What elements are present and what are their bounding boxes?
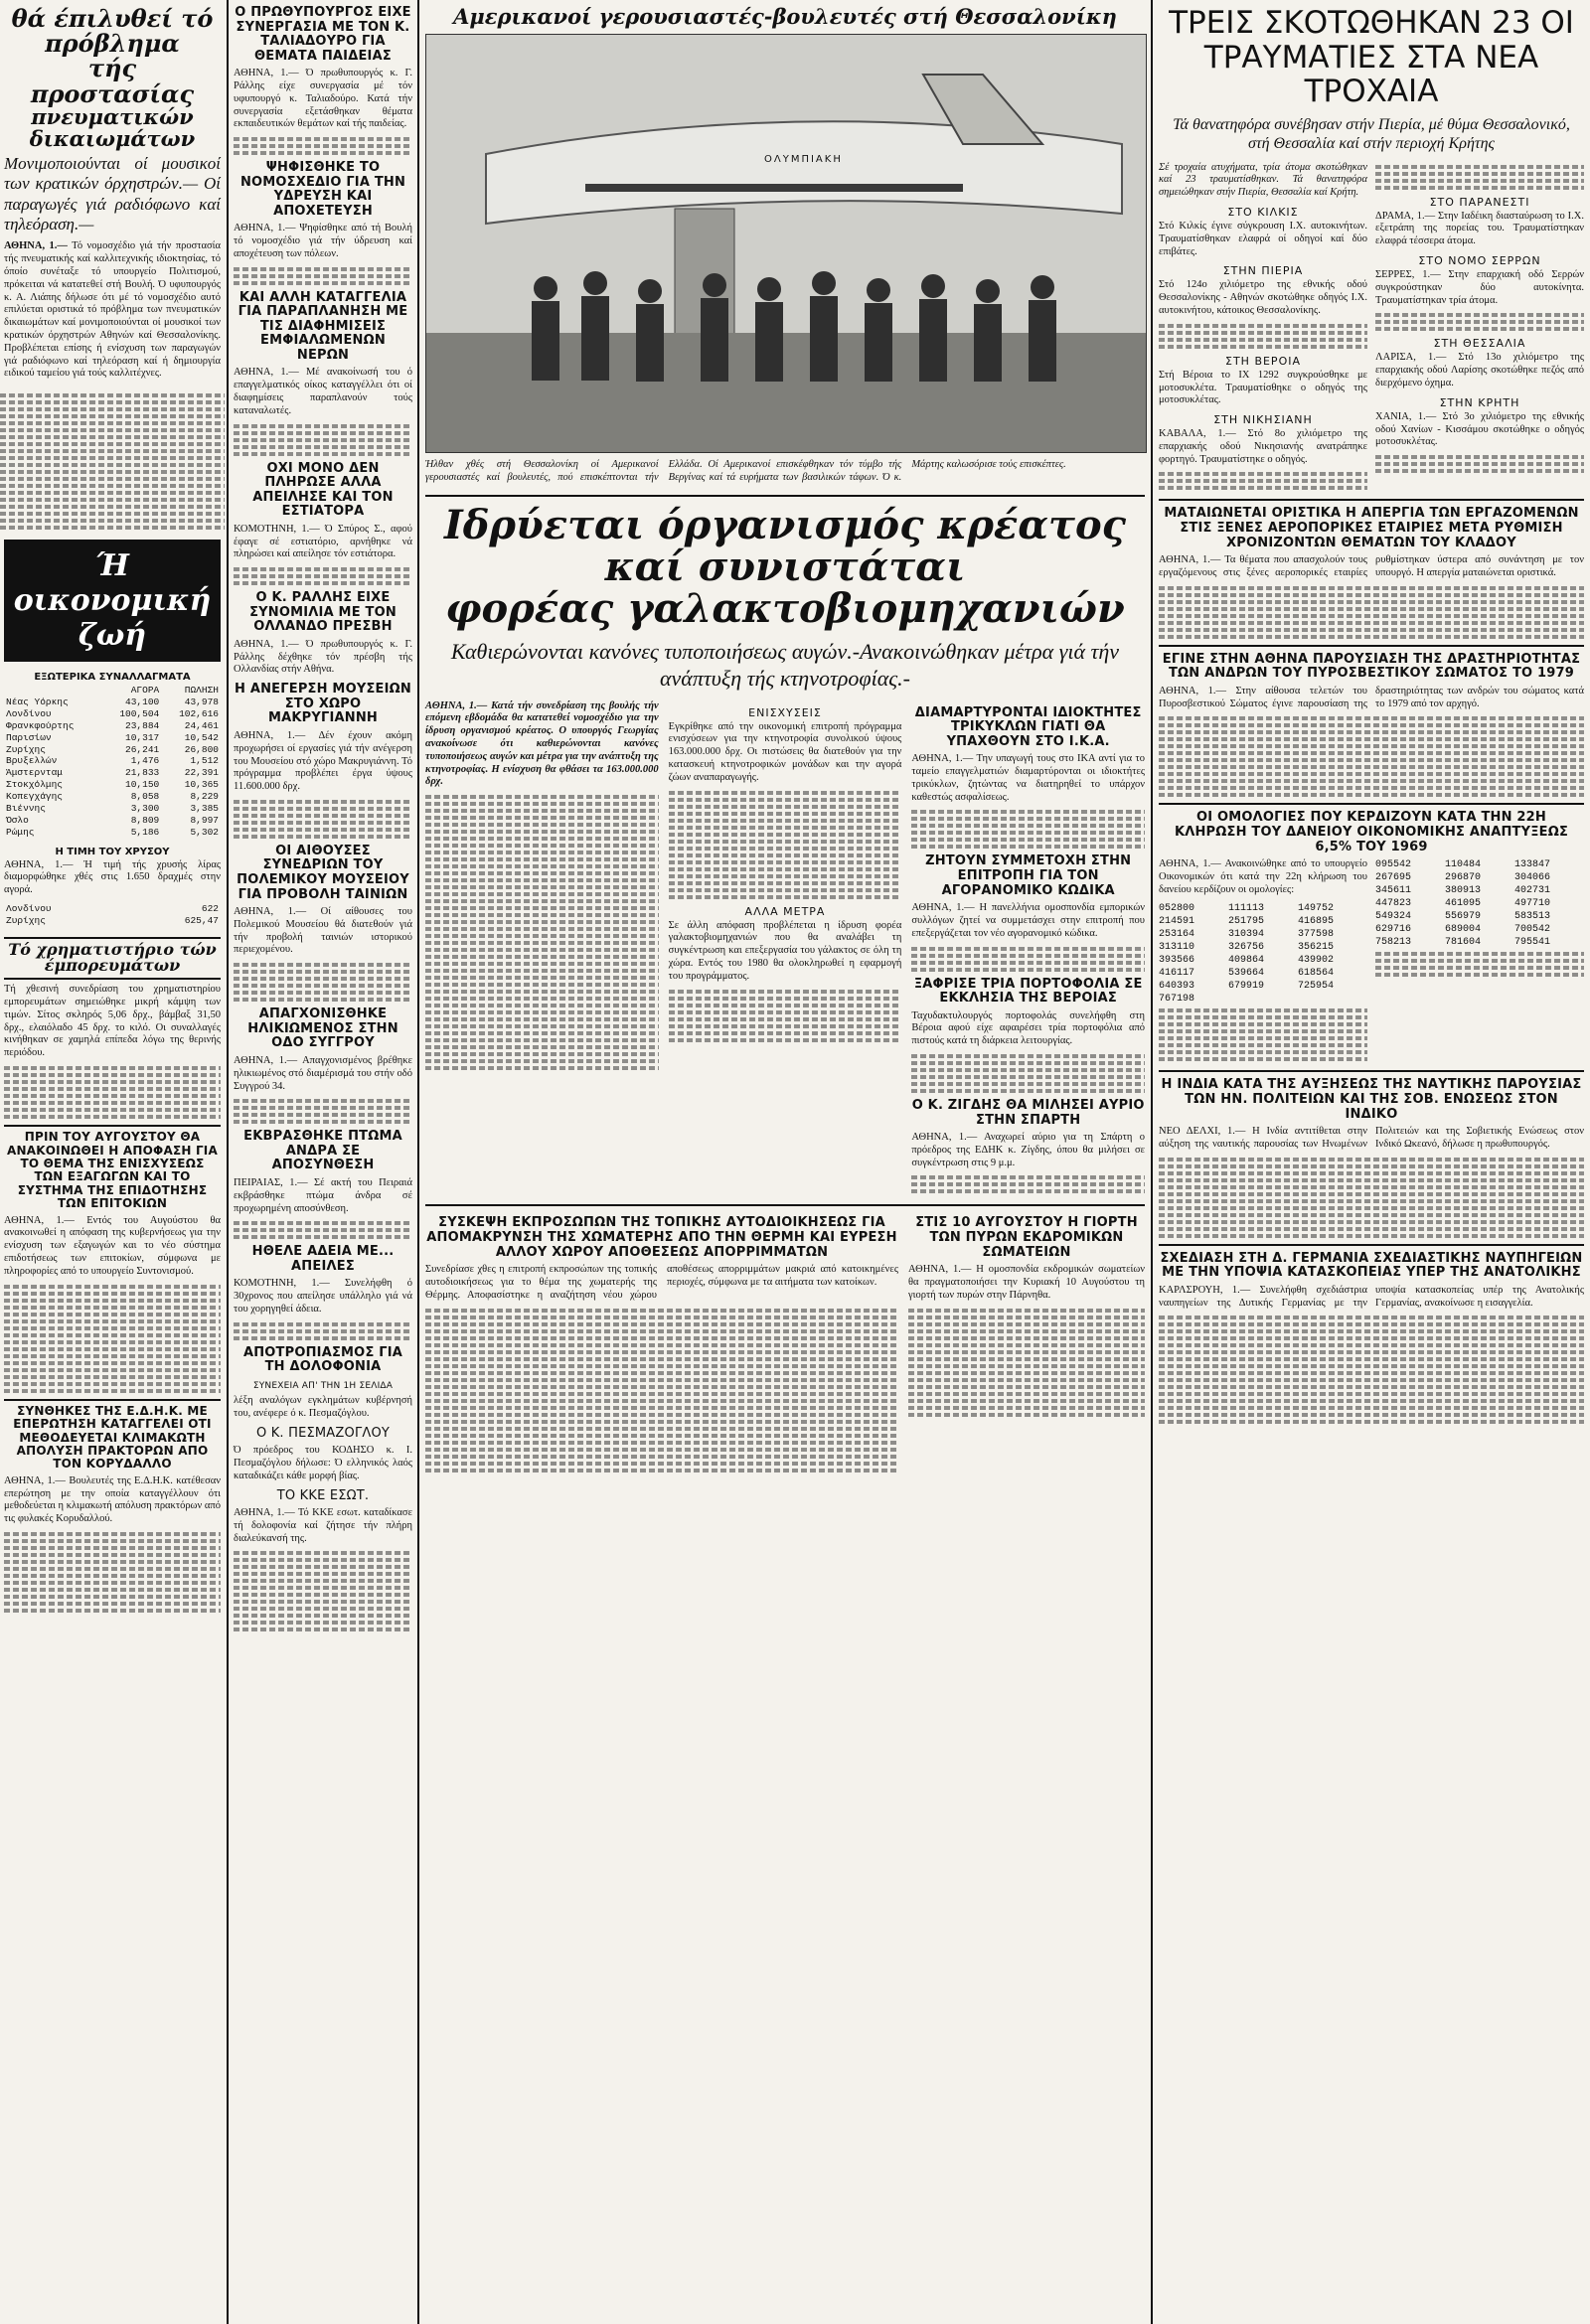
list-item: 700542: [1514, 924, 1551, 936]
fx-sell: 10,365: [184, 779, 219, 791]
table-row: [4, 815, 221, 827]
fx-sell: 22,391: [184, 767, 219, 779]
main-headline-line-3: φορέας γαλακτοβιομηχανιών: [445, 584, 1125, 632]
place-3-title: ΣΤΗ ΒΕΡΟΙΑ: [1225, 354, 1301, 368]
gold-name: Ζυρίχης: [6, 914, 46, 926]
main-deck: Καθιερώνονται κανόνες τυποποιήσεως αυγών.-Ανακοινώθηκαν μέτρα γιά τήν ανάπτυξη τής κτηνοτροφίας.-: [450, 638, 1120, 692]
fx-name: Φρανκφούρτης: [6, 719, 75, 731]
col2-h12: Ο Κ. ΠΕΣΜΑΖΟΓΛΟΥ: [255, 1425, 391, 1441]
table-row: [4, 767, 221, 779]
main-headline-line-1: Ιδρύεται όργανισμός κρέατος: [444, 501, 1126, 548]
table-row: [4, 915, 221, 927]
list-item: 767198: [1159, 994, 1195, 1006]
list-item: 304066: [1514, 872, 1551, 884]
list-item: 111113: [1228, 903, 1265, 915]
exports-body: ΑΘΗΝΑ, 1.— Εντός του Αυγούστου θα ανακοινωθεί η απόφαση της κυβερνήσεως για την ενίσχυση των εξαγωγών και το νέο σύστημα επιδοτήσεως των επιτοκίων, σύμφωνα με πληροφορίες από το υπουργείο Συντονισμού.: [4, 1214, 221, 1277]
col2-b9: ΠΕΙΡΑΙΑΣ, 1.— Σέ ακτή του Πειραιά εκβράσθηκε πτώμα άνδρα σέ προχωρημένη αποσύνθεση.: [234, 1176, 412, 1214]
list-item: 393566: [1159, 955, 1195, 967]
fx-buy: 5,186: [130, 826, 160, 838]
side5-headline: ΣΤΙΣ 10 ΑΥΓΟΥΣΤΟΥ Η ΓΙΟΡΤΗ ΤΩΝ ΠΥΡΩΝ ΕΚΔΡΟΜΙΚΩΝ ΣΩΜΑΤΕΙΩΝ: [915, 1215, 1138, 1260]
col2-h11: ΑΠΟΤΡΟΠΙΑΣΜΟΣ ΓΙΑ ΤΗ ΔΟΛΟΦΟΝΙΑ: [242, 1344, 403, 1375]
sub-enisxyseis-body: Εγκρίθηκε από την οικονομική επιτροπή πρόγραμμα ενισχύσεων για την κτηνοτροφία συνολικού ύψους 163.000.000 δρχ. Οι πιστώσεις θα διατεθούν για την κατασκευή κτηνοτροφικών μονάδων και την αγορά ζώων αναπαραγωγής.: [668, 720, 902, 783]
place-6-text: ΣΕΡΡΕΣ, 1.— Στην επαρχιακή οδό Σερρών συγκρούστηκαν δύο αυτοκίνητα. Τραυματίστηκαν τρία άτομα.: [1375, 268, 1584, 306]
list-item: 725954: [1298, 981, 1335, 993]
list-item: 549324: [1375, 911, 1412, 923]
bourse-title: Τό χρηματιστήριο τών έμπορευμάτων: [4, 937, 221, 981]
fx-buy: 43,100: [125, 697, 160, 708]
bourse-body: Τή χθεσινή συνεδρίαση του χρηματιστηρίου εμπορευμάτων σημειώθηκε μικρή κάμψη των τιμών. Σίτος σκληρός 5,06 δρχ., βάμβαξ 31,50 δρχ., ελαιόλαδο 45 δρχ. το κιλό. Οι συναλλαγές κινήθηκαν σε χαμηλά επίπεδα λόγω της θερινής περιόδου.: [4, 984, 221, 1059]
side2-headline: ΖΗΤΟΥΝ ΣΥΜΜΕΤΟΧΗ ΣΤΗΝ ΕΠΙΤΡΟΠΗ ΓΙΑ ΤΟΝ ΑΓΟΡΑΝΟΜΙΚΟ ΚΩΔΙΚΑ: [925, 853, 1132, 898]
place-4-title: ΣΤΗ ΝΙΚΗΣΙΑΝΗ: [1213, 413, 1313, 427]
strike-body: ΑΘΗΝΑ, 1.— Τα θέματα που απασχολούν τους εργαζόμενους στις ξένες αεροπορικές εταιρίες ρυθμίστηκαν ύστερα από συνάντηση με τον υπουργό. Η απεργία ματαιώνεται οριστικά.: [1159, 554, 1584, 578]
col2-b7: ΑΘΗΝΑ, 1.— Οί αίθουσες του Πολεμικού Μουσείου θά διατεθούν γιά τήν προβολή ταινιών ιστορικού περιεχομένου.: [234, 906, 412, 956]
sub-enisxyseis: ΕΝΙΣΧΥΣΕΙΣ: [748, 705, 822, 719]
list-item: 326756: [1228, 942, 1265, 954]
list-item: 110484: [1445, 859, 1482, 871]
fx-name: Βιέννης: [6, 802, 46, 814]
side4-body: ΑΘΗΝΑ, 1.— Αναχωρεί αύριο για τη Σπάρτη ο πρόεδρος της ΕΔΗΚ κ. Ζίγδης, όπου θα μιλήσει σε συγκέντρωση στις 9 μ.μ.: [911, 1132, 1146, 1168]
col2-b1: ΑΘΗΝΑ, 1.— Ό πρωθυπουργός κ. Γ. Ράλλης είχε συνεργασία μέ τόν υφυπουργό κ. Ταλιαδούρο. Κατά τήν συνεργασία εξετάσθηκαν θέματα εκπαιδευτικών θεμάτων καί τής παιδείας.: [234, 68, 412, 130]
list-item: 251795: [1228, 916, 1265, 928]
list-item: 629716: [1375, 924, 1412, 936]
fx-name: Ζυρίχης: [6, 743, 46, 755]
list-item: 310394: [1228, 929, 1265, 941]
list-item: 345611: [1375, 885, 1412, 897]
col2-h9: ΕΚΒΡΑΣΘΗΚΕ ΠΤΩΜΑ ΑΝΔΡΑ ΣΕ ΑΠΟΣΥΝΘΕΣΗ: [243, 1129, 402, 1173]
fx-sell: 8,229: [190, 791, 219, 803]
fire-body: ΑΘΗΝΑ, 1.— Στην αίθουσα τελετών του Πυροσβεστικού Σώματος έγινε παρουσίαση της δραστηριότητας των ανδρών του σώματος κατά το 1979 από τον αρχηγό.: [1159, 685, 1584, 709]
col2-h11-sub: ΣΥΝΕΧΕΙΑ ΑΠ' ΤΗΝ 1Η ΣΕΛΙΔΑ: [252, 1380, 394, 1391]
column-3: [421, 0, 1149, 2324]
col2-b2: ΑΘΗΝΑ, 1.— Ψηφίσθηκε από τή Βουλή τό νομοσχέδιο γιά τήν ύδρευση καί αποχέτευση των πόλεων.: [234, 223, 412, 259]
fx-name: Όσλο: [6, 814, 29, 826]
prison-body: ΑΘΗΝΑ, 1.— Βουλευτές της Ε.Δ.Η.Κ. κατέθεσαν επερώτηση με την οποία καταγγέλλουν ότι μεθοδεύεται η κλιμακωτή απόλυση πρακτόρων από τις φυλακές Κορυδαλλού.: [4, 1474, 221, 1525]
fx-buy: 100,504: [119, 707, 160, 719]
table-row: [4, 903, 221, 915]
col2-b12: Ό πρόεδρος του ΚΟΔΗΣΟ κ. Ι. Πεσμαζόγλου δήλωσε: Ό ελληνικός λαός καταδικάζει κάθε μορφή βίας.: [234, 1445, 412, 1481]
col2-h4: ΟΧΙ ΜΟΝΟ ΔΕΝ ΠΛΗΡΩΣΕ ΑΛΛΑ ΑΠΕΙΛΗΣΕ ΚΑΙ ΤΟΝ ΕΣΤΙΑΤΟΡΑ: [252, 460, 394, 520]
bottom-body: Συνεδρίασε χθες η επιτροπή εκπροσώπων της τοπικής αυτοδιοικήσεως για το θέμα της χωματερής της Θέρμης. Αποφασίστηκε η αναζήτηση νέου χώρου αποθέσεως απορριμμάτων μακριά από κατοικημένες περιοχές, σύμφωνα με τα αιτήματα των κατοίκων.: [425, 1264, 898, 1301]
list-item: 679919: [1228, 981, 1265, 993]
col1-headline-line-1: θά έπιλυθεί τό πρόβλημα: [11, 4, 214, 59]
list-item: 556979: [1445, 911, 1482, 923]
list-item: 313110: [1159, 942, 1195, 954]
fx-buy: 26,241: [125, 743, 160, 755]
list-item: 781604: [1445, 937, 1482, 949]
bottom-headline: ΣΥΣΚΕΨΗ ΕΚΠΡΟΣΩΠΩΝ ΤΗΣ ΤΟΠΙΚΗΣ ΑΥΤΟΔΙΟΙΚΗΣΕΩΣ ΓΙΑ ΑΠΟΜΑΚΡΥΝΣΗ ΤΗΣ ΧΩΜΑΤΕΡΗΣ ΑΠΟ ΤΗΝ ΘΕΡΜΗ ΚΑΙ ΕΥΡΕΣΗ ΑΛΛΟΥ ΧΩΡΟΥ ΑΠΟΘΕΣΕΩΣ ΑΠΟΡΡΙΜΜΑΤΩΝ: [426, 1215, 897, 1260]
delegation-photo: [425, 34, 1147, 453]
sub-alla-metra: ΑΛΛΑ ΜΕΤΡΑ: [744, 904, 826, 918]
place-1-title: ΣΤΟ ΚΙΛΚΙΣ: [1227, 205, 1299, 219]
place-2-text: Στό 124ο χιλιόμετρο της εθνικής οδού Θεσσαλονίκης - Αθηνών σκοτώθηκε οδηγός Ι.Χ. αυτοκινήτου, κάτοικος Θεσσαλονίκης.: [1159, 279, 1367, 316]
list-item: 267695: [1375, 872, 1412, 884]
fx-buy: 1,476: [130, 755, 160, 767]
col1-headline-line-3: πνευματικών δικαιωμάτων: [29, 103, 196, 151]
col2-h3: ΚΑΙ ΑΛΛΗ ΚΑΤΑΓΓΕΛΙΑ ΓΙΑ ΠΑΡΑΠΛΑΝΗΣΗ ΜΕ ΤΙΣ ΔΙΑΦΗΜΙΣΕΙΣ ΕΜΦΙΑΛΩΜΕΝΩΝ ΝΕΡΩΝ: [238, 289, 408, 363]
list-item: 296870: [1445, 872, 1482, 884]
col2-b13: ΑΘΗΝΑ, 1.— Τό ΚΚΕ εσωτ. καταδίκασε τή δολοφονία καί ζήτησε τήν πλήρη διαλεύκανσή της.: [234, 1507, 412, 1544]
plane-logo-text: ΟΛΥΜΠΙΑΚΗ: [764, 154, 843, 166]
column-1: [0, 0, 225, 2324]
col2-h5: Ο Κ. ΡΑΛΛΗΣ ΕΙΧΕ ΣΥΝΟΜΙΛΙΑ ΜΕ ΤΟΝ ΟΛΛΑΝΔΟ ΠΡΕΣΒΗ: [249, 590, 397, 635]
col2-h1: Ο ΠΡΩΘΥΠΟΥΡΓΟΣ ΕΙΧΕ ΣΥΝΕΡΓΑΣΙΑ ΜΕ ΤΟΝ Κ. ΤΑΛΙΑΔΟΥΡΟ ΓΙΑ ΘΕΜΑΤΑ ΠΑΙΔΕΙΑΣ: [235, 5, 411, 64]
gold-name: Λονδίνου: [6, 902, 52, 914]
exports-headline: ΠΡΙΝ ΤΟΥ ΑΥΓΟΥΣΤΟΥ ΘΑ ΑΝΑΚΟΙΝΩΘΕΙ Η ΑΠΟΦΑΣΗ ΓΙΑ ΤΟ ΘΕΜΑ ΤΗΣ ΕΝΙΣΧΥΣΕΩΣ ΤΩΝ ΕΞΑΓΩΓΩΝ ΚΑΙ ΤΟ ΣΥΣΤΗΜΑ ΤΗΣ ΕΠΙΔΟΤΗΣΗΣ ΤΩΝ ΕΠΙΤΟΚΙΩΝ: [4, 1125, 221, 1211]
column-2: [231, 0, 415, 2324]
gold-val: 625,47: [184, 914, 219, 926]
fx-buy: 3,300: [130, 802, 160, 814]
list-item: 539664: [1228, 968, 1265, 980]
col1-lead-dateline: ΑΘΗΝΑ, 1.—: [4, 240, 68, 252]
fx-buy: 8,058: [130, 791, 160, 803]
fx-sell: 24,461: [184, 719, 219, 731]
list-item: 095542: [1375, 859, 1412, 871]
col2-h10: ΗΘΕΛΕ ΑΔΕΙΑ ΜΕ... ΑΠΕΙΛΕΣ: [251, 1244, 395, 1274]
place-1-text: Στό Κιλκίς έγινε σύγκρουση Ι.Χ. αυτοκινήτων. Τραυματίσθηκαν ελαφρά οί οδηγοί καί δύο επιβάτες.: [1159, 220, 1367, 257]
table-row: [4, 732, 221, 744]
accidents-headline: ΤΡΕΙΣ ΣΚΟΤΩΘΗΚΑΝ 23 ΟΙ ΤΡΑΥΜΑΤΙΕΣ ΣΤΑ ΝΕΑ ΤΡΟΧΑΙΑ: [1169, 5, 1574, 110]
list-item: 380913: [1445, 885, 1482, 897]
list-item: 377598: [1298, 929, 1335, 941]
bond-numbers-list-b: [1375, 858, 1584, 949]
table-row: [4, 708, 221, 720]
list-item: 214591: [1159, 916, 1195, 928]
col2-h7: ΟΙ ΑΙΘΟΥΣΕΣ ΣΥΝΕΔΡΙΩΝ ΤΟΥ ΠΟΛΕΜΙΚΟΥ ΜΟΥΣΕΙΟΥ ΓΙΑ ΠΡΟΒΟΛΗ ΤΑΙΝΙΩΝ: [237, 843, 409, 902]
col2-b6: ΑΘΗΝΑ, 1.— Δέν έχουν ακόμη προχωρήσει οί εργασίες γιά τήν ανέγερση του Μουσείου στό χώρο Μακρυγιάννη. Τό πρόγραμμα προβλέπει έργα ύψους 11.600.000 δρχ.: [234, 729, 412, 793]
bonds-headline: ΟΙ ΟΜΟΛΟΓΙΕΣ ΠΟΥ ΚΕΡΔΙΖΟΥΝ ΚΑΤΑ ΤΗΝ 22Η ΚΛΗΡΩΣΗ ΤΟΥ ΔΑΝΕΙΟΥ ΟΙΚΟΝΟΜΙΚΗΣ ΑΝΑΠΤΥΞΕΩΣ 6,5% ΤΟΥ 1969: [1174, 810, 1569, 854]
list-item: 416117: [1159, 968, 1195, 980]
list-item: 583513: [1514, 911, 1551, 923]
place-7-title: ΣΤΗ ΘΕΣΣΑΛΙΑ: [1433, 337, 1526, 351]
photo-illustration: [426, 35, 1146, 452]
side3-headline: ΞΑΦΡΙΣΕ ΤΡΙΑ ΠΟΡΤΟΦΟΛΙΑ ΣΕ ΕΚΚΛΗΣΙΑ ΤΗΣ ΒΕΡΟΙΑΣ: [913, 976, 1143, 1007]
table-row: [4, 744, 221, 756]
side4-headline: Ο Κ. ΖΙΓΔΗΣ ΘΑ ΜΙΛΗΣΕΙ ΑΥΡΙΟ ΣΤΗΝ ΣΠΑΡΤΗ: [911, 1097, 1145, 1128]
india-body: ΝΕΟ ΔΕΛΧΙ, 1.— Η Ινδία αντιτίθεται στην αύξηση της ναυτικής παρουσίας των Ηνωμένων Πολιτειών και της Σοβιετικής Ενώσεως στον Ινδικό Ωκεανό, δήλωσε η πρωθυπουργός.: [1159, 1126, 1584, 1150]
list-item: 133847: [1514, 859, 1551, 871]
col2-h6: Η ΑΝΕΓΕΡΣΗ ΜΟΥΣΕΙΩΝ ΣΤΟ ΧΩΡΟ ΜΑΚΡΥΓΙΑΝΝΗ: [235, 682, 411, 726]
main-body: ΑΘΗΝΑ, 1.— Κατά τήν συνεδρίαση της βουλής τήν επόμενη εβδομάδα θα κατατεθεί νομοσχέδιο για την ίδρυση οργανισμού κρέατος. Ο υπουργός Γεωργίας ανακοίνωσε ότι καθιερώνονται κανόνες τυποποιήσεως αυγών και μέτρα για την ανάπτυξη της κτηνοτροφίας. Η ενίσχυση θα φθάσει τα 163.000.000 δρχ.: [425, 699, 659, 788]
col1-lead-text: Τό νομοσχέδιο γιά τήν προστασία τής πνευματικής καί καλλιτεχνικής ιδιοκτησίας, τό όποίο συνέταξε τό υπουργείο Πολιτισμού, πρόκειται νά κατατεθεί στή Βουλή. Ό υφυπουργός κ. Α. Λιάπης δήλωσε ότι μέ τό νομοσχέδιο αυτό επιλύεται οριστικά τό πρόβλημα των πνευματικών δικαιωμάτων καί μονιμοποιούνται οί μουσικοί των κρατικών όρχηστρών Αθηνών καί Θεσσαλονίκης. Προβλέπεται επίσης ή ενίσχυση των παραγωγών γιά ραδιόφωνο καί τηλεόραση καί ή δημιουργία ειδικού ταμείου γιά τούς καλλιτέχνες.: [4, 240, 222, 380]
place-5-title: ΣΤΟ ΠΑΡΑΝΕΣΤΙ: [1429, 195, 1530, 209]
side3-body: Ταχυδακτυλουργός πορτοφολάς συνελήφθη στη Βέροια αφού είχε αφαιρέσει τρία πορτοφόλια από πιστούς κατά τη διάρκεια λειτουργίας.: [911, 1009, 1146, 1047]
side1-body: ΑΘΗΝΑ, 1.— Την υπαγωγή τους στο ΙΚΑ αντί για το ταμείο επαγγελματιών διαμαρτύρονται οι ιδιοκτήτες τρικύκλων, ζητώντας να διατηρηθεί το υπάρχον καθεστώς ασφαλίσεως.: [911, 753, 1146, 803]
economic-life-banner: Ή οικονομική ζωή: [4, 540, 221, 662]
fx-sell: 102,616: [179, 707, 219, 719]
col2-h2: ΨΗΦΙΣΘΗΚΕ ΤΟ ΝΟΜΟΣΧΕΔΙΟ ΓΙΑ ΤΗΝ ΥΔΡΕΥΣΗ ΚΑΙ ΑΠΟΧΕΤΕΥΣΗ: [239, 160, 406, 219]
table-row: [4, 697, 221, 708]
list-item: 409864: [1228, 955, 1265, 967]
fx-sell: 8,997: [190, 814, 219, 826]
table-row: [4, 720, 221, 732]
col2-b5: ΑΘΗΝΑ, 1.— Ό πρωθυπουργός κ. Γ. Ράλλης δέχθηκε τόν πρέσβη τής Ολλανδίας στήν Αθήνα.: [234, 638, 412, 676]
bonds-body: ΑΘΗΝΑ, 1.— Ανακοινώθηκε από το υπουργείο Οικονομικών ότι κατά την 22η κλήρωση του δανείου κερδίζουν οι ομολογίες:: [1159, 858, 1367, 895]
fx-sell: 10,542: [184, 731, 219, 743]
fx-buy: 8,809: [130, 814, 160, 826]
fx-buy: 10,317: [125, 731, 160, 743]
fx-buy: 21,833: [125, 767, 160, 779]
gold-val: 622: [201, 902, 219, 914]
germany-body: ΚΑΡΛΣΡΟΥΗ, 1.— Συνελήφθη σχεδιάστρια ναυπηγείων της Δυτικής Γερμανίας με την υποψία κατασκοπείας υπέρ της Ανατολικής Γερμανίας, ανακοίνωσε η εισαγγελία.: [1159, 1284, 1584, 1309]
prison-headline: ΣΥΝΘΗΚΕΣ ΤΗΣ Ε.Δ.Η.Κ. ΜΕ ΕΠΕΡΩΤΗΣΗ ΚΑΤΑΓΓΕΛΕΙ ΟΤΙ ΜΕΘΟΔΕΥΕΤΑΙ ΚΛΙΜΑΚΩΤΗ ΑΠΟΛΥΣΗ ΠΡΑΚΤΟΡΩΝ ΑΠΟ ΤΟΝ ΚΟΡΥΔΑΛΛΟ: [4, 1399, 221, 1472]
bond-numbers-list-a: [1159, 902, 1367, 1006]
fx-buy: 10,150: [125, 779, 160, 791]
col1-lead-body: [4, 240, 221, 381]
side1-headline: ΔΙΑΜΑΡΤΥΡΟΝΤΑΙ ΙΔΙΟΚΤΗΤΕΣ ΤΡΙΚΥΚΛΩΝ ΓΙΑΤΙ ΘΑ ΥΠΑΧΘΟΥΝ ΣΤΟ Ι.Κ.Α.: [914, 704, 1142, 749]
gold-body: ΑΘΗΝΑ, 1.— Ή τιμή τής χρυσής λίρας διαμορφώθηκε χθές στις 1.650 δραχμές στην αγορά.: [4, 858, 221, 896]
list-item: 640393: [1159, 981, 1195, 993]
fx-sell: 43,978: [184, 697, 219, 708]
list-item: 253164: [1159, 929, 1195, 941]
place-8-text: ΧΑΝΙΑ, 1.— Στό 3ο χιλιόμετρο της εθνικής οδού Χανίων - Κισσάμου σκοτώθηκε ο οδηγός μοτοσυκλέτας.: [1375, 410, 1584, 448]
fx-sell: 3,385: [190, 802, 219, 814]
place-8-title: ΣΤΗΝ ΚΡΗΤΗ: [1439, 395, 1520, 409]
list-item: 149752: [1298, 903, 1335, 915]
place-6-title: ΣΤΟ ΝΟΜΟ ΣΕΡΡΩΝ: [1418, 253, 1541, 267]
list-item: 497710: [1514, 898, 1551, 910]
gold-table: [4, 903, 221, 927]
accidents-deck: Τά θανατηφόρα συνέβησαν στήν Πιερία, μέ θύμα Θεσσαλονικό, στή Θεσσαλία καί στήν περιοχή Κρήτης: [1173, 116, 1570, 153]
main-headline-line-2: καί συνιστάται: [604, 542, 966, 590]
fx-buy: 23,884: [125, 719, 160, 731]
germany-headline: ΣΧΕΔΙΑΣΗ ΣΤΗ Δ. ΓΕΡΜΑΝΙΑ ΣΧΕΔΙΑΣΤΙΚΗΣ ΝΑΥΠΗΓΕΙΩΝ ΜΕ ΤΗΝ ΥΠΟΨΙΑ ΚΑΤΑΣΚΟΠΕΙΑΣ ΥΠΕΡ ΤΗΣ ΑΝΑΤΟΛΙΚΗΣ: [1160, 1250, 1583, 1281]
place-4-text: ΚΑΒΑΛΑ, 1.— Στό 8ο χιλιόμετρο της επαρχιακής οδού Νικησιανής ανατράπηκε φορτηγό. Τραυματίστηκε ο οδηγός.: [1159, 428, 1367, 465]
table-row: [4, 791, 221, 803]
col2-b11: λέξη αναλόγων εγκλημάτων κυβέρνησή του, ανέφερε ό κ. Πεσμαζόγλου.: [234, 1395, 412, 1419]
list-item: 052800: [1159, 903, 1195, 915]
col2-b10: ΚΟΜΟΤΗΝΗ, 1.— Συνελήφθη ό 30χρονος που απείλησε υπάλληλο γιά νά του χορηγηθεί άδεια.: [234, 1278, 412, 1316]
list-item: 439902: [1298, 955, 1335, 967]
col1-deck: Μονιμοποιούνται οί μουσικοί των κρατικών όρχηστρών.— Οί παραγωγές γιά ραδιόφωνο καί τηλεόραση.—: [4, 153, 221, 234]
table-row: [4, 827, 221, 839]
col2-h13: ΤΟ ΚΚΕ ΕΣΩΤ.: [276, 1487, 370, 1503]
accidents-lead: Σέ τροχαία ατυχήματα, τρία άτομα σκοτώθηκαν καί 23 τραυματίσθηκαν. Τά θανατηφόρα σημειώθηκαν στήν Πιερία, Θεσσαλία καί Κρήτη.: [1159, 161, 1367, 199]
india-headline: Η ΙΝΔΙΑ ΚΑΤΑ ΤΗΣ ΑΥΞΗΣΕΩΣ ΤΗΣ ΝΑΥΤΙΚΗΣ ΠΑΡΟΥΣΙΑΣ ΤΩΝ ΗΝ. ΠΟΛΙΤΕΙΩΝ ΚΑΙ ΤΗΣ ΣΟΒ. ΕΝΩΣΕΩΣ ΣΤΟΝ ΙΝΔΙΚΟ: [1161, 1077, 1582, 1122]
fx-name: Στοκχόλμης: [6, 779, 64, 791]
gold-title: Η ΤΙΜΗ ΤΟΥ ΧΡΥΣΟΥ: [55, 846, 170, 857]
list-item: 689004: [1445, 924, 1482, 936]
place-5-text: ΔΡΑΜΑ, 1.— Στην Ιαδέικη διασταύρωση το Ι.Χ. εξετράπη της πορείας του. Τραυματίστηκαν ελαφρά τέσσερα άτομα.: [1375, 210, 1584, 247]
list-item: 461095: [1445, 898, 1482, 910]
fx-name: Νέας Υόρκης: [6, 697, 69, 708]
col2-b4: ΚΟΜΟΤΗΝΗ, 1.— Ό Σπύρος Σ., αφού έφαγε σέ εστιατόριο, αρνήθηκε νά πληρώσει καί απείλησε τόν εστιάτορα.: [234, 523, 412, 560]
place-2-title: ΣΤΗΝ ΠΙΕΡΙΑ: [1222, 264, 1304, 278]
table-row: [4, 755, 221, 767]
place-7-text: ΛΑΡΙΣΑ, 1.— Στό 13ο χιλιόμετρο της επαρχιακής οδού Λαρίσης σκοτώθηκε πεζός από διερχόμενο όχημα.: [1375, 352, 1584, 388]
fx-col-sell: ΠΩΛΗΣΗ: [184, 685, 219, 697]
fx-name: Κοπεγχάγης: [6, 791, 64, 803]
fire-headline: ΕΓΙΝΕ ΣΤΗΝ ΑΘΗΝΑ ΠΑΡΟΥΣΙΑΣΗ ΤΗΣ ΔΡΑΣΤΗΡΙΟΤΗΤΑΣ ΤΩΝ ΑΝΔΡΩΝ ΤΟΥ ΠΥΡΟΣΒΕΣΤΙΚΟΥ ΣΩΜΑΤΟΣ ΤΟ 1979: [1162, 651, 1581, 682]
list-item: 402731: [1514, 885, 1551, 897]
strike-headline: ΜΑΤΑΙΩΝΕΤΑΙ ΟΡΙΣΤΙΚΑ Η ΑΠΕΡΓΙΑ ΤΩΝ ΕΡΓΑΖΟΜΕΝΩΝ ΣΤΙΣ ΞΕΝΕΣ ΑΕΡΟΠΟΡΙΚΕΣ ΕΤΑΙΡΙΕΣ ΜΕΤΑ ΡΥΘΜΙΣΗ ΧΡΟΝΙΖΟΝΤΩΝ ΘΕΜΑΤΩΝ ΤΟΥ ΚΛΑΔΟΥ: [1164, 506, 1579, 550]
col1-headline: [0, 0, 225, 152]
list-item: 416895: [1298, 916, 1335, 928]
fx-name: Βρυξελλών: [6, 755, 58, 767]
fx-name: Λονδίνου: [6, 707, 52, 719]
fx-col-buy: ΑΓΟΡΑ: [130, 685, 160, 697]
place-3-text: Στή Βέροια το ΙΧ 1292 συγκρούσθηκε με μοτοσυκλέτα. Τραυματίσθηκε ο οδηγός της μοτοσυκλέτας.: [1159, 369, 1367, 406]
col2-b3: ΑΘΗΝΑ, 1.— Μέ ανακοίνωσή του ό επαγγελματικός οίκος καταγγέλλει ότι οί διαφημίσεις παραπλανούν τούς καταναλωτές.: [234, 367, 412, 416]
list-item: 618564: [1298, 968, 1335, 980]
list-item: 356215: [1298, 942, 1335, 954]
list-item: 758213: [1375, 937, 1412, 949]
column-4: [1155, 0, 1588, 2324]
fx-sell: 1,512: [190, 755, 219, 767]
fx-title: ΕΞΩΤΕΡΙΚΑ ΣΥΝΑΛΛΑΓΜΑΤΑ: [34, 672, 191, 684]
list-item: 447823: [1375, 898, 1412, 910]
fx-table: [4, 685, 221, 838]
fx-name: Ρώμης: [6, 826, 35, 838]
photo-caption: Ήλθαν χθές στή Θεσσαλονίκη οί Αμερικανοί γερουσιαστές καί βουλευτές, πού επισκέπτονται τήν Ελλάδα. Οί Αμερικανοί επισκέφθηκαν τόν τύμβο τής Βεργίνας καί τά ευρήματα των βασιλικών τάφων. Ό κ. Μάρτης καλωσόρισε τούς επισκέπτες.: [425, 459, 1066, 483]
fx-name: Άμστερνταμ: [6, 767, 64, 779]
table-row: [4, 803, 221, 815]
col2-b8: ΑΘΗΝΑ, 1.— Απαγχονισμένος βρέθηκε ηλικιωμένος στό διαμέρισμά του στήν οδό Συγγρού 34.: [234, 1054, 412, 1092]
side2-body: ΑΘΗΝΑ, 1.— Η πανελλήνια ομοσπονδία εμπορικών συλλόγων ζητεί να συμμετάσχει στην επιτροπή που επεξεργάζεται τον νέο αγορανομικό κώδικα.: [911, 902, 1146, 939]
side5-body: ΑΘΗΝΑ, 1.— Η ομοσπονδία εκδρομικών σωματείων θα πραγματοποιήσει την Κυριακή 10 Αυγούστου τη γιορτή των πυρών στην Πάρνηθα.: [908, 1264, 1145, 1301]
photo-headline: Αμερικανοί γερουσιαστές-βουλευτές στή Θεσσαλονίκη: [453, 4, 1117, 29]
sub-alla-metra-body: Σε άλλη απόφαση προβλέπεται η ίδρυση φορέα γαλακτοβιομηχανιών που θα αναλάβει τη συγκέντρωση και επεξεργασία του γάλακτος σε όλη τη χώρα. Εντός του 1980 θα ολοκληρωθεί η εφαρμογή του προγράμματος.: [668, 919, 902, 982]
col1-headline-line-2: τής προστασίας: [30, 54, 195, 108]
fx-name: Παρισίων: [6, 731, 52, 743]
table-row: [4, 779, 221, 791]
fx-sell: 26,800: [184, 743, 219, 755]
fx-sell: 5,302: [190, 826, 219, 838]
list-item: 795541: [1514, 937, 1551, 949]
col2-h8: ΑΠΑΓΧΟΝΙΣΘΗΚΕ ΗΛΙΚΙΩΜΕΝΟΣ ΣΤΗΝ ΟΔΟ ΣΥΓΓΡΟΥ: [247, 1007, 398, 1051]
